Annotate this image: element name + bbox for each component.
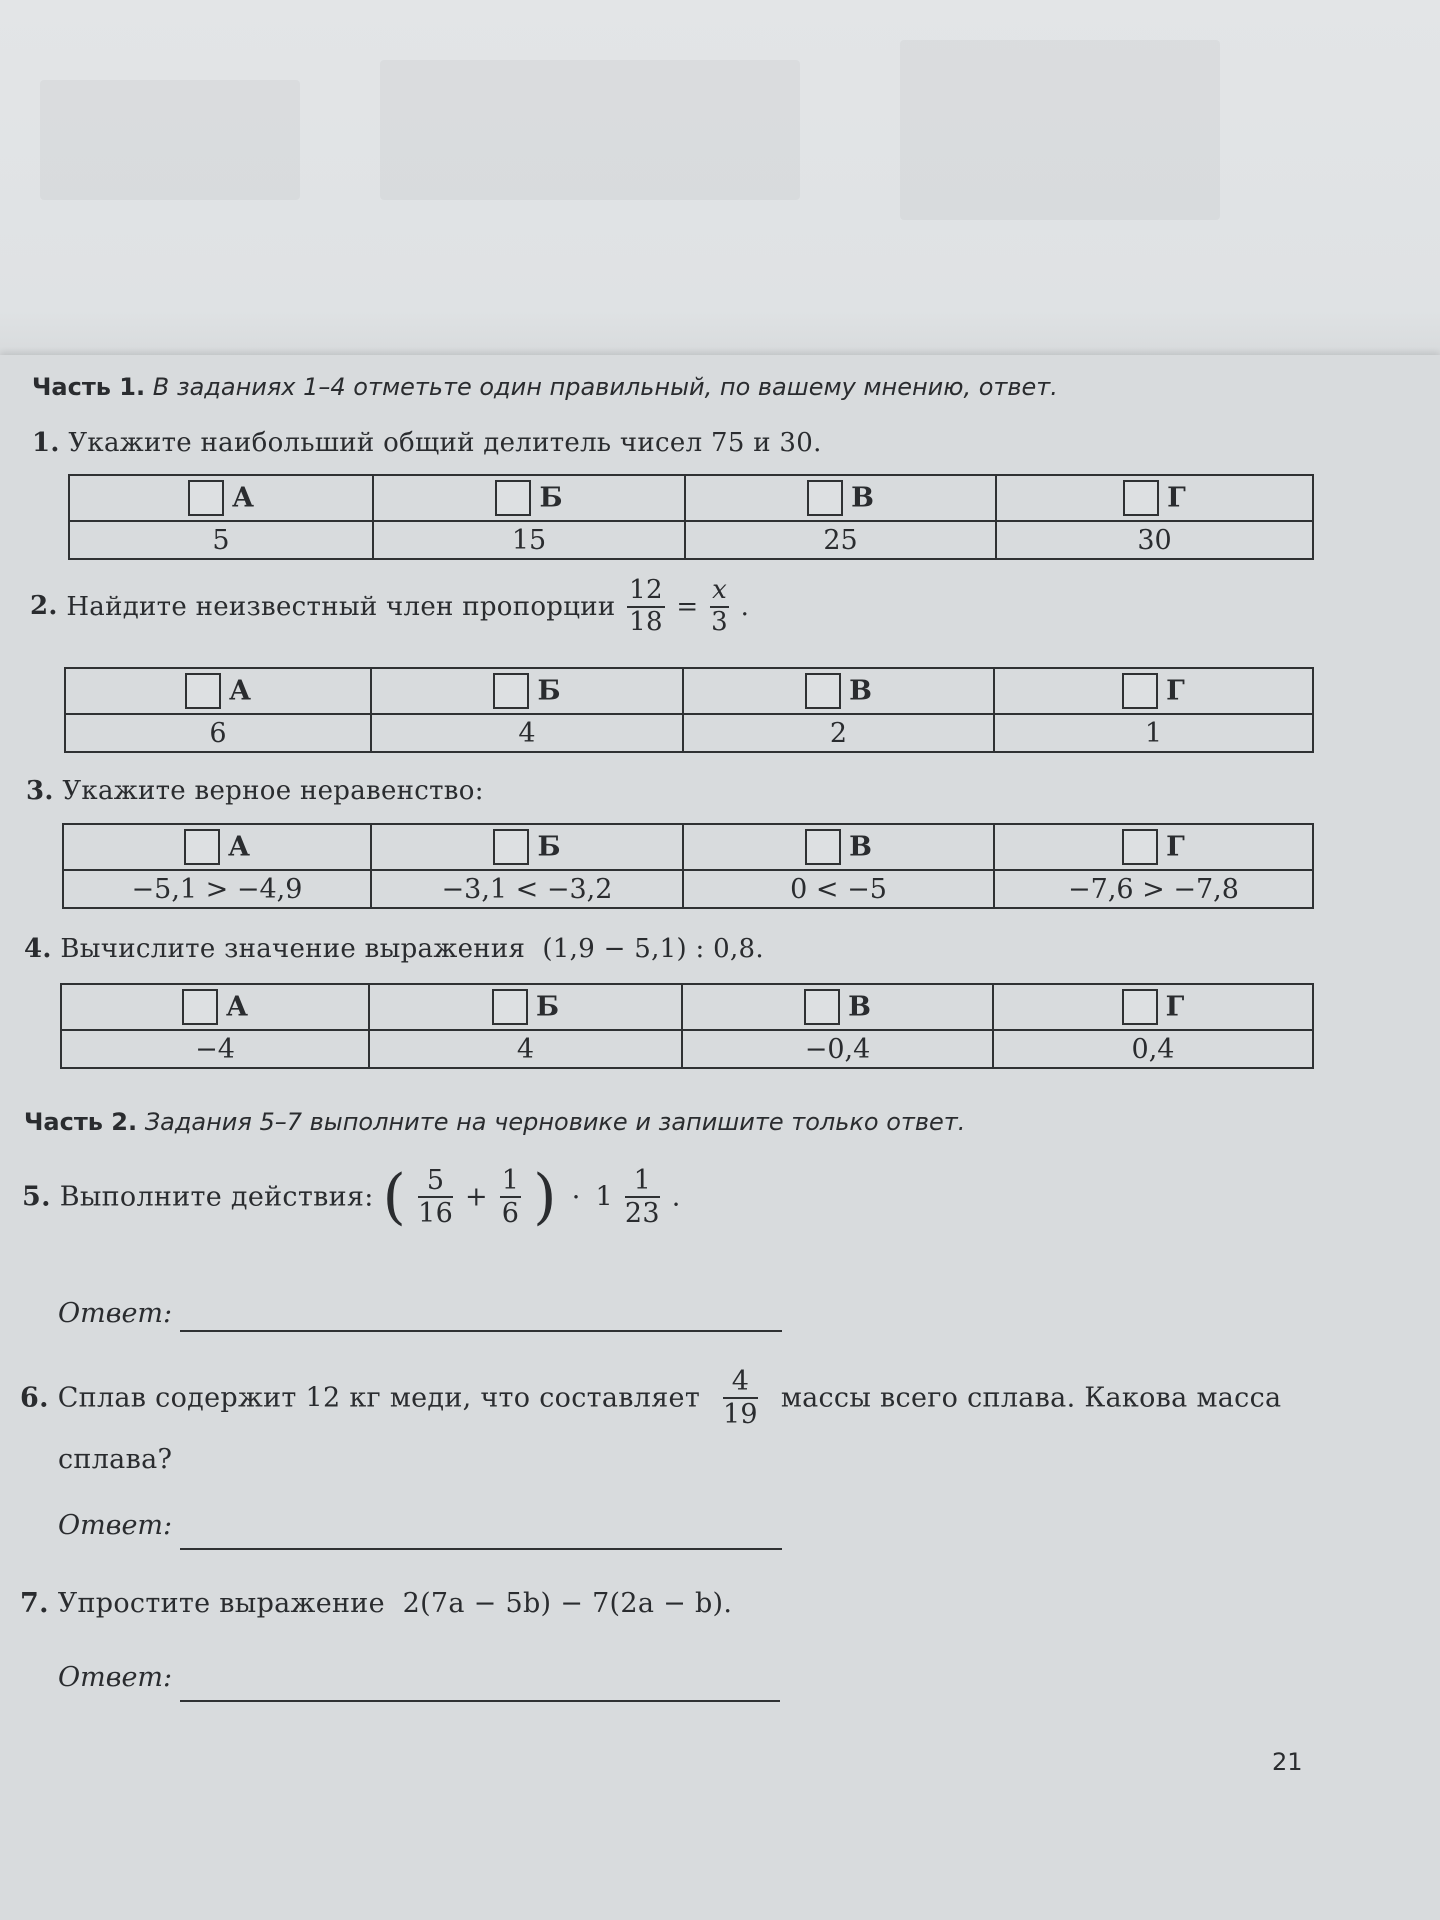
part2-instruction: Задания 5–7 выполните на черновике и запишите только ответ. (144, 1108, 966, 1136)
question-text: Найдите неизвестный член пропорции (66, 591, 616, 622)
option-value: 2 (683, 714, 994, 752)
question-number: 2. (30, 590, 58, 621)
question-3 (26, 776, 484, 806)
question-text-continued: массы всего сплава. Какова масса (780, 1382, 1282, 1414)
question-number: 3. (26, 776, 54, 806)
q1-option-g-cell[interactable] (996, 475, 1313, 521)
q4-option-a-cell[interactable] (61, 984, 369, 1030)
q4-options-table (60, 983, 1314, 1069)
fraction-5-16 (418, 1165, 453, 1229)
option-letter-g: Г (1166, 675, 1185, 707)
answer-label: Ответ: (58, 1298, 173, 1329)
q1-option-a-cell[interactable] (69, 475, 373, 521)
plus-sign: + (464, 1181, 488, 1213)
option-letter-g: Г (1165, 991, 1185, 1023)
fraction-12-18 (627, 576, 665, 638)
question-number: 6. (20, 1382, 49, 1414)
option-letter-g: Г (1166, 831, 1185, 863)
checkbox-b[interactable] (493, 829, 529, 865)
faint-print-through (40, 80, 300, 200)
checkbox-g[interactable] (1122, 829, 1158, 865)
fraction-numerator: 1 (500, 1165, 521, 1198)
option-letter-b: Б (535, 991, 560, 1023)
option-letter-v: В (849, 675, 872, 707)
option-value: 4 (369, 1030, 682, 1068)
option-value: 25 (685, 521, 996, 559)
question-number: 1. (32, 428, 60, 458)
period: . (740, 591, 750, 622)
q4-option-g-cell[interactable] (993, 984, 1313, 1030)
fraction-numerator: 5 (418, 1165, 453, 1198)
fraction-1-6 (500, 1165, 521, 1229)
checkbox-a[interactable] (182, 989, 218, 1025)
option-letter-v: В (849, 831, 872, 863)
question-7 (20, 1588, 732, 1619)
q2-option-v-cell[interactable] (683, 668, 994, 714)
question-text: Вычислите значение выражения (1,9 − 5,1) : 0,8. (60, 934, 764, 964)
answer-label: Ответ: (58, 1662, 173, 1693)
q2-option-b-cell[interactable] (371, 668, 683, 714)
fraction-x-3 (710, 576, 729, 638)
fraction-denominator: 18 (629, 606, 663, 637)
question-6-line2: сплава? (58, 1444, 173, 1475)
checkbox-g[interactable] (1123, 480, 1159, 516)
equals-sign: = (676, 591, 699, 622)
q3-option-g-cell[interactable] (994, 824, 1313, 870)
question-1 (32, 428, 822, 458)
previous-page-background (0, 0, 1440, 365)
question-text: Упростите выражение 2(7a − 5b) − 7(2a − b). (57, 1588, 733, 1619)
fraction-numerator: 4 (723, 1366, 758, 1399)
q3-option-b-cell[interactable] (371, 824, 683, 870)
option-letter-b: Б (537, 675, 561, 707)
q2-option-a-cell[interactable] (65, 668, 371, 714)
q1-options-table (68, 474, 1314, 560)
mixed-number-whole: 1 (595, 1181, 614, 1213)
question-6 (20, 1366, 1281, 1430)
option-value: −0,4 (682, 1030, 993, 1068)
checkbox-a[interactable] (184, 829, 220, 865)
left-parenthesis: ( (382, 1162, 407, 1232)
fraction-numerator: 1 (625, 1165, 660, 1198)
q2-option-g-cell[interactable] (994, 668, 1313, 714)
question-number: 5. (22, 1181, 51, 1213)
question-2 (30, 576, 749, 638)
question-text: Сплав содержит 12 кг меди, что составляет (57, 1382, 701, 1414)
option-letter-b: Б (539, 482, 563, 514)
part2-heading (24, 1108, 965, 1136)
fraction-1-23 (625, 1165, 660, 1229)
q1-option-v-cell[interactable] (685, 475, 996, 521)
option-value: 15 (373, 521, 685, 559)
period: . (671, 1181, 681, 1213)
question-text: Укажите наибольший общий делитель чисел 75 и 30. (68, 428, 822, 458)
option-letter-a: А (226, 991, 248, 1023)
option-value: −7,6 > −7,8 (994, 870, 1313, 908)
option-value: −3,1 < −3,2 (371, 870, 683, 908)
q3-option-v-cell[interactable] (683, 824, 994, 870)
answer-line-7[interactable] (180, 1700, 780, 1702)
part1-heading (32, 373, 1058, 401)
multiply-dot: · (571, 1181, 581, 1213)
fraction-denominator: 3 (711, 606, 728, 637)
question-number: 4. (24, 934, 52, 964)
fraction-denominator: 23 (624, 1198, 660, 1229)
fraction-denominator: 16 (418, 1198, 454, 1229)
q2-options-table (64, 667, 1314, 753)
checkbox-g[interactable] (1122, 989, 1158, 1025)
answer-line-6[interactable] (180, 1548, 782, 1550)
option-value: 5 (69, 521, 373, 559)
option-letter-a: А (229, 675, 251, 707)
answer-label: Ответ: (58, 1510, 173, 1541)
fraction-denominator: 6 (501, 1198, 520, 1229)
checkbox-a[interactable] (185, 673, 221, 709)
option-letter-a: А (228, 831, 250, 863)
fraction-numerator: 12 (627, 576, 665, 608)
checkbox-v[interactable] (805, 829, 841, 865)
option-letter-a: А (232, 482, 254, 514)
option-value: 30 (996, 521, 1313, 559)
checkbox-b[interactable] (492, 989, 528, 1025)
option-value: 1 (994, 714, 1313, 752)
checkbox-g[interactable] (1122, 673, 1158, 709)
option-letter-g: Г (1167, 482, 1186, 514)
question-text: Укажите верное неравенство: (62, 776, 484, 806)
option-value: −4 (61, 1030, 369, 1068)
checkbox-v[interactable] (807, 480, 843, 516)
part1-label: Часть 1. (32, 373, 146, 401)
fraction-denominator: 19 (722, 1399, 758, 1431)
option-value: 0 < −5 (683, 870, 994, 908)
checkbox-b[interactable] (495, 480, 531, 516)
question-5 (22, 1162, 681, 1232)
option-letter-v: В (848, 991, 871, 1023)
checkbox-v[interactable] (805, 673, 841, 709)
faint-print-through (380, 60, 800, 200)
checkbox-a[interactable] (188, 480, 224, 516)
question-4 (24, 934, 764, 964)
question-text: Выполните действия: (59, 1181, 374, 1213)
fraction-4-19 (723, 1366, 758, 1430)
option-value: −5,1 > −4,9 (63, 870, 371, 908)
q4-option-v-cell[interactable] (682, 984, 993, 1030)
fraction-numerator: x (710, 576, 729, 608)
page-number: 21 (1272, 1748, 1303, 1776)
option-value: 6 (65, 714, 371, 752)
option-value: 4 (371, 714, 683, 752)
checkbox-v[interactable] (804, 989, 840, 1025)
right-parenthesis: ) (533, 1162, 557, 1232)
option-value: 0,4 (993, 1030, 1313, 1068)
part2-label: Часть 2. (24, 1108, 138, 1136)
q4-option-b-cell[interactable] (369, 984, 682, 1030)
answer-line-5[interactable] (180, 1330, 782, 1332)
question-number: 7. (20, 1588, 49, 1619)
part1-instruction: В заданиях 1–4 отметьте один правильный, по вашему мнению, ответ. (152, 373, 1058, 401)
q1-option-b-cell[interactable] (373, 475, 685, 521)
faint-print-through (900, 40, 1220, 220)
checkbox-b[interactable] (493, 673, 529, 709)
q3-options-table (62, 823, 1314, 909)
q3-option-a-cell[interactable] (63, 824, 371, 870)
option-letter-v: В (851, 482, 874, 514)
option-letter-b: Б (537, 831, 561, 863)
